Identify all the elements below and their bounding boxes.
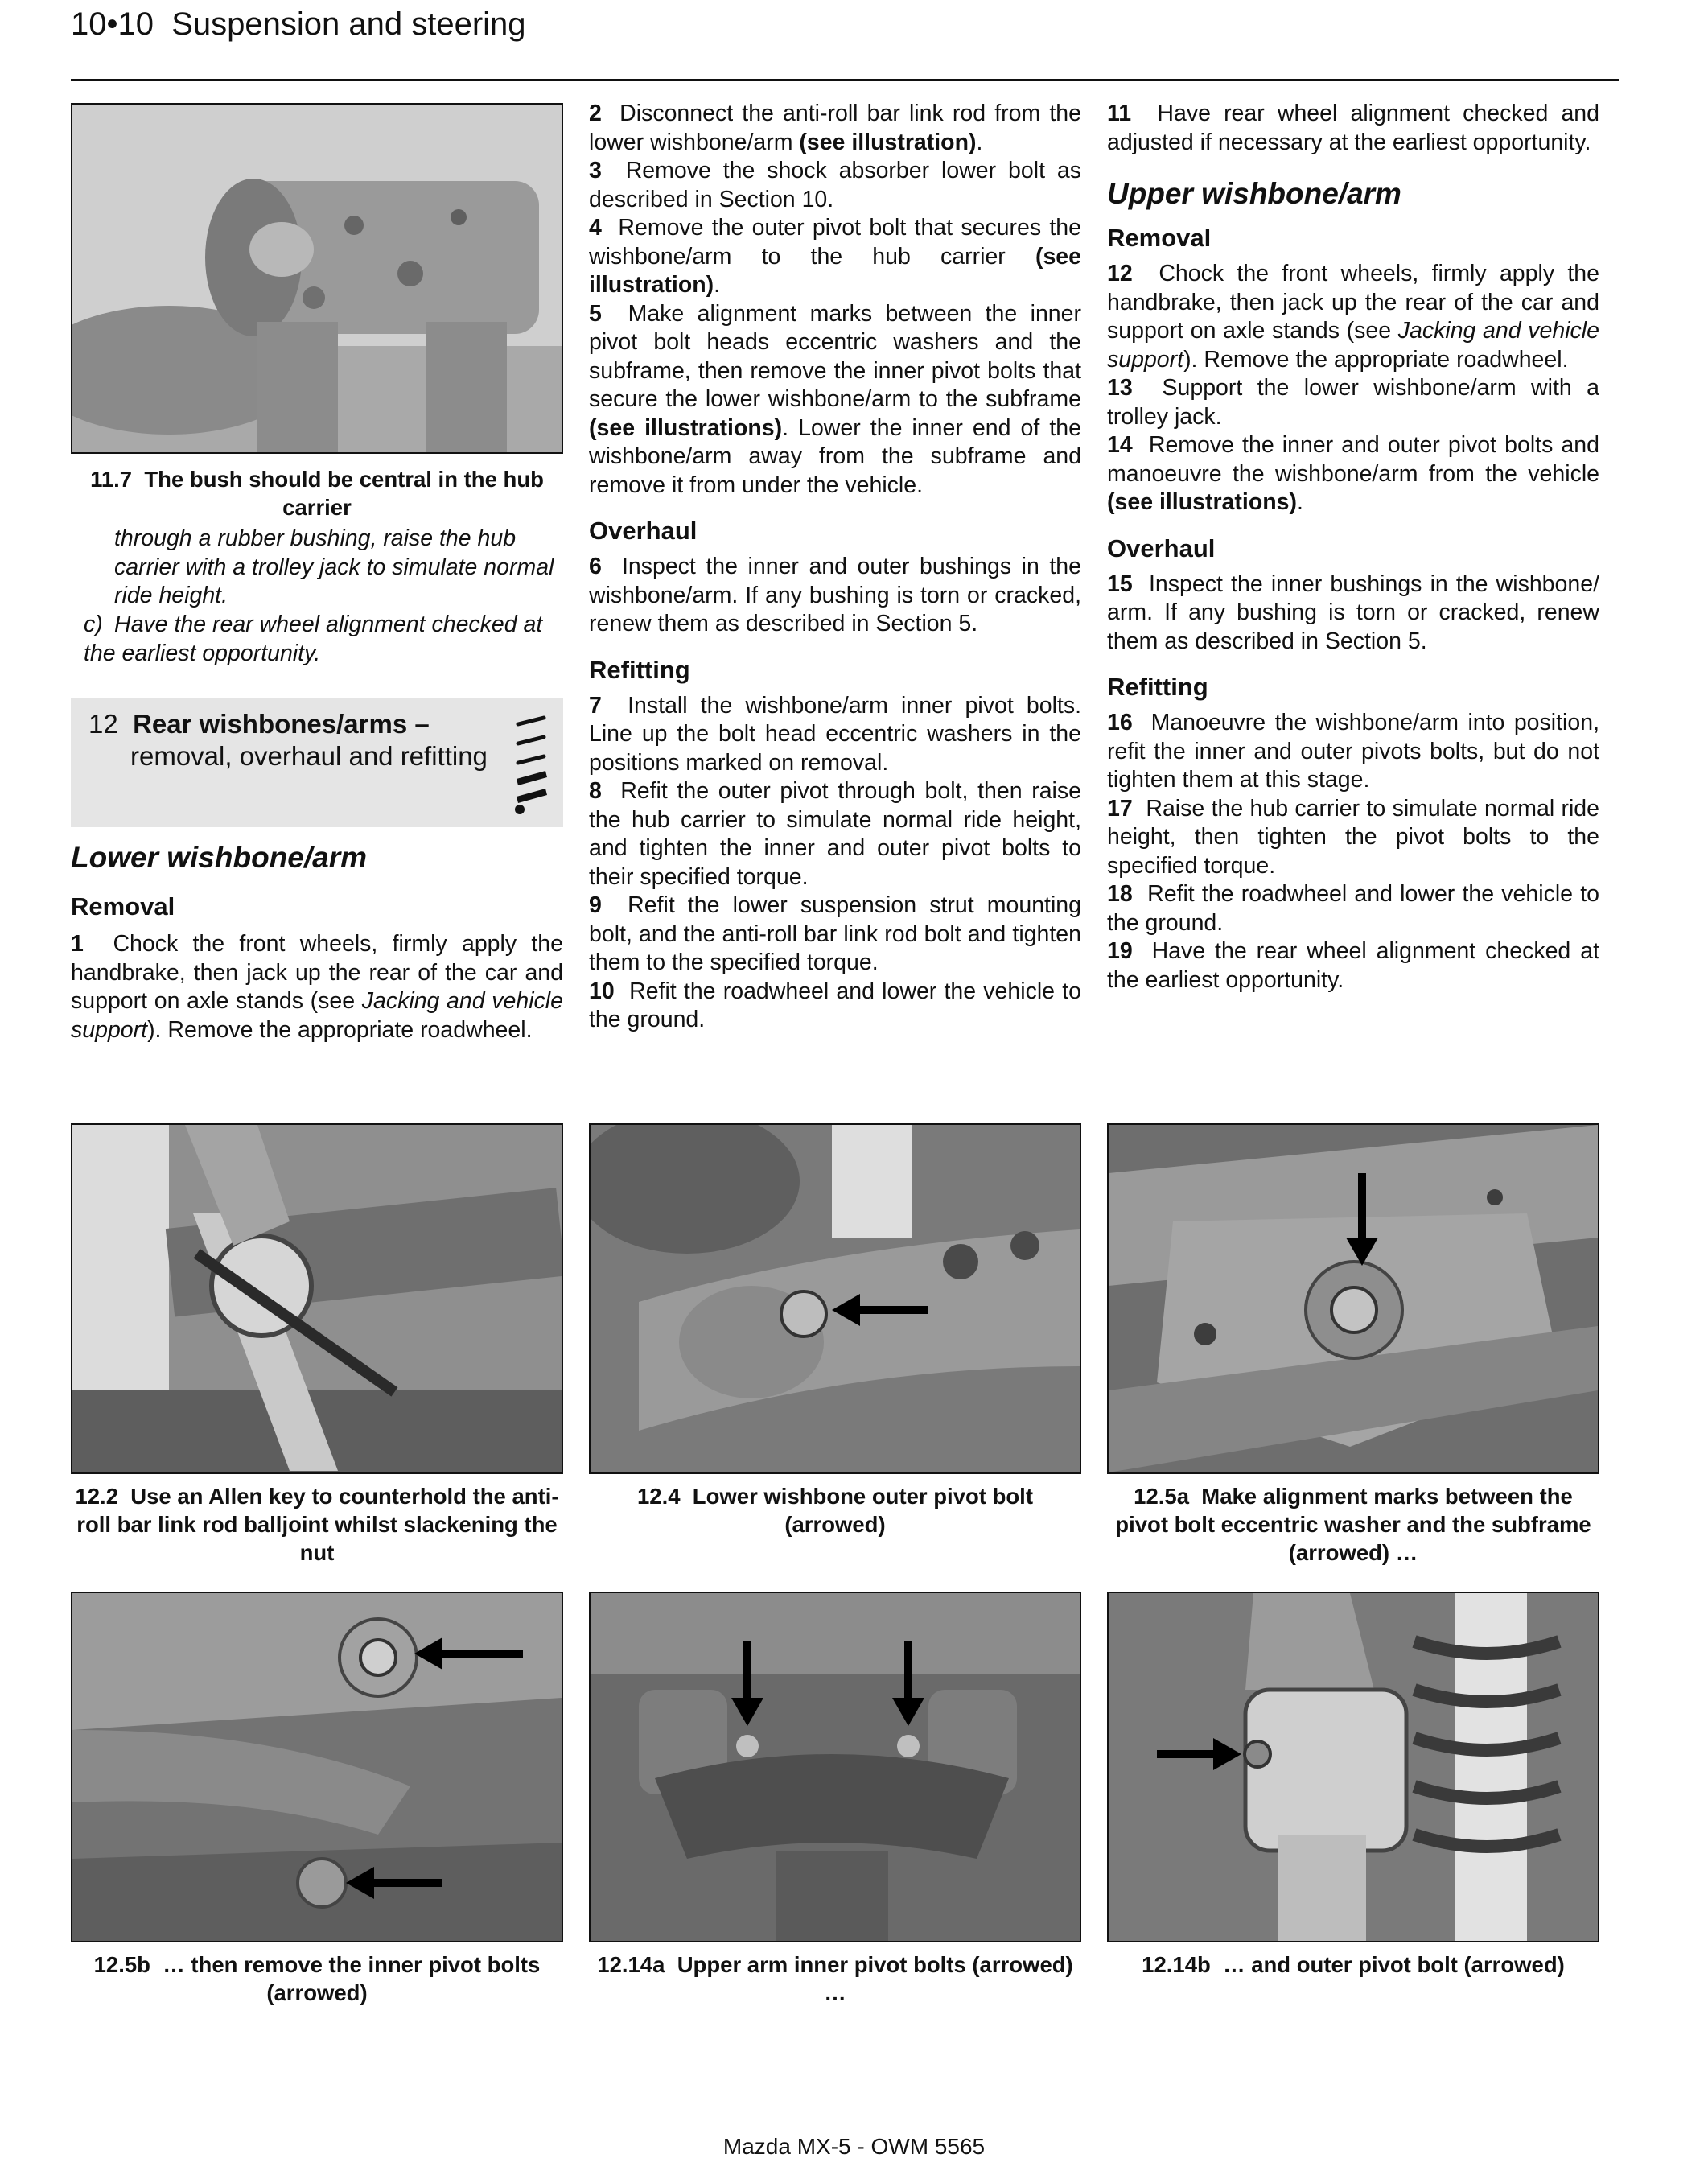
step-number: 2 [589, 101, 602, 126]
step-text: Remove the outer pivot bolt that secures the wishbone/arm to the hub carrier [589, 215, 1082, 270]
section-title [88, 708, 430, 740]
step-number: 5 [589, 300, 602, 327]
heading-removal-lower: Removal [71, 892, 175, 921]
step-text: Support the lower wishbone/arm with a trolley jack. [1107, 375, 1599, 430]
step-text: Chock the front wheels, firmly apply the handbrake, then jack up the rear of the car and support on axle stands (see [1107, 261, 1599, 344]
step-8 [589, 777, 1081, 892]
photo-12-5b [71, 1592, 563, 1942]
caption-12-4 [589, 1482, 1081, 1538]
header-rule [71, 79, 1619, 81]
continued-step-c [84, 611, 565, 668]
section-12-box [71, 698, 563, 827]
step-17 [1107, 795, 1599, 881]
step-number: 7 [589, 692, 602, 719]
step-text: Have rear wheel alignment checked and adjusted if necessary at the earliest opportunity. [1107, 101, 1600, 155]
photo-12-5a [1107, 1123, 1599, 1474]
step-number: 13 [1107, 375, 1133, 401]
heading-overhaul-lower: Overhaul [589, 517, 698, 545]
step-ref: (see illustrations) [1107, 489, 1297, 515]
step-4 [589, 214, 1081, 300]
step-16 [1107, 709, 1599, 795]
step-text-end: . Lower the inner end of the wishbone/arm away from the subframe and remove it from under the vehicle. [589, 414, 1081, 498]
caption-number: 12.14a [597, 1952, 665, 1977]
caption-text: The bush should be central in the hub carrier [144, 467, 544, 520]
step-text-end: . [714, 272, 721, 298]
continued-text-c: Have the rear wheel alignment checked at the earliest opportunity. [84, 612, 543, 666]
heading-removal-upper: Removal [1107, 224, 1212, 252]
page-header [71, 6, 526, 43]
step-7 [589, 692, 1081, 778]
step-text-end: . [976, 129, 983, 155]
heading-refitting-lower: Refitting [589, 655, 690, 684]
step-text: Refit the lower suspension strut mounting bolt, and the anti-roll bar link rod bolt and tighten them to the specified torque. [589, 892, 1081, 975]
step-text: Remove the inner and outer pivot bolts and manoeuvre the wishbone/arm from the vehicle [1107, 432, 1599, 487]
photo-12-4 [589, 1123, 1081, 1474]
step-number: 3 [589, 158, 602, 183]
step-3 [589, 157, 1081, 214]
step-text-end: . [1296, 489, 1303, 515]
caption-number: 12.5a [1134, 1484, 1189, 1509]
step-c-label: c) [84, 612, 103, 637]
section-number: 12 [88, 709, 118, 739]
caption-number: 12.5b [93, 1952, 150, 1977]
step-text: Make alignment marks between the inner pivot bolt heads eccentric washers and the subframe, then remove the inner pivot bolts that secure the lower wishbone/arm to the subframe [589, 300, 1081, 412]
step-text: Inspect the inner bushings in the wishbone/ arm. If any bushing is torn or cracked, renew them as described in Section 5. [1107, 570, 1600, 654]
continued-step-b [114, 525, 565, 611]
step-number: 8 [589, 778, 602, 804]
step-text-end: ). Remove the appropriate roadwheel. [147, 1016, 533, 1043]
step-text: Refit the outer pivot through bolt, then raise the hub carrier to simulate normal ride height, and tighten the inner and outer pivot bolts to their specified torque. [589, 778, 1081, 890]
heading-refitting-upper: Refitting [1107, 673, 1208, 701]
step-number: 1 [71, 931, 84, 957]
heading-lower-wishbone: Lower wishbone/arm [71, 841, 368, 874]
chapter-title: Suspension and steering [171, 6, 526, 42]
section-subtitle: removal, overhaul and refitting [130, 741, 488, 771]
step-9 [589, 892, 1081, 978]
step-2 [589, 100, 1081, 157]
step-number: 9 [589, 892, 602, 918]
caption-11-7 [71, 465, 563, 521]
caption-text: … then remove the inner pivot bolts (arrowed) [163, 1952, 541, 2005]
step-number: 4 [589, 215, 602, 241]
step-text: Refit the roadwheel and lower the vehicle to the ground. [589, 978, 1081, 1032]
middle-column-text [589, 100, 1081, 1035]
caption-number: 12.14b [1142, 1952, 1211, 1977]
caption-12-14b [1107, 1950, 1599, 1979]
step-text: Remove the shock absorber lower bolt as described in Section 10. [589, 158, 1081, 212]
page-footer: Mazda MX-5 - OWM 5565 [722, 2134, 986, 2159]
step-ref: (see illustrations) [589, 414, 783, 441]
caption-12-2 [71, 1482, 563, 1567]
difficulty-spanner-icon [512, 713, 552, 816]
caption-12-14a [589, 1950, 1081, 2007]
step-18 [1107, 880, 1599, 937]
step-12 [1107, 260, 1599, 374]
continued-text-b: through a rubber bushing, raise the hub carrier with a trolley jack to simulate normal ride height. [114, 525, 554, 608]
step-text: Raise the hub carrier to simulate normal ride height, then tighten the pivot bolts to the specified torque. [1107, 795, 1600, 879]
step-6 [589, 553, 1081, 639]
right-column-text [1107, 100, 1599, 995]
section-title-text: Rear wishbones/arms – [133, 709, 430, 739]
step-ref: Jacking and vehicle support [71, 988, 563, 1043]
step-text: Manoeuvre the wishbone/arm into position, refit the inner and outer pivots bolts, but do not tighten them at this stage. [1107, 710, 1599, 793]
caption-number: 12.2 [75, 1484, 118, 1509]
caption-text: Upper arm inner pivot bolts (arrowed) … [677, 1952, 1073, 2005]
step-19 [1107, 937, 1599, 995]
step-14 [1107, 431, 1599, 517]
step-number: 19 [1107, 938, 1133, 964]
step-ref: (see illustration) [799, 129, 977, 155]
step-number: 18 [1107, 881, 1133, 907]
step-number: 10 [589, 978, 615, 1004]
step-number: 6 [589, 554, 602, 579]
step-text: Install the wishbone/arm inner pivot bolts. Line up the bolt head eccentric washers in the positions marked on removal. [589, 692, 1081, 776]
step-number: 15 [1107, 570, 1133, 597]
step-1 [71, 930, 563, 1044]
step-number: 17 [1107, 795, 1133, 822]
caption-number: 11.7 [90, 467, 133, 492]
step-text: Have the rear wheel alignment checked at the earliest opportunity. [1107, 938, 1599, 993]
heading-overhaul-upper: Overhaul [1107, 533, 1216, 562]
step-11 [1107, 100, 1599, 157]
step-number: 12 [1107, 261, 1133, 286]
step-15 [1107, 570, 1599, 657]
step-text: Chock the front wheels, firmly apply the handbrake, then jack up the rear of the car and support on axle stands (see [71, 931, 564, 1014]
step-number: 11 [1107, 101, 1132, 126]
step-13 [1107, 374, 1599, 431]
caption-text: Make alignment marks between the pivot bolt eccentric washer and the subframe (arrowed) … [1115, 1484, 1591, 1565]
caption-12-5b [71, 1950, 563, 2007]
caption-text: Use an Allen key to counterhold the anti-roll bar link rod balljoint whilst slackening the nut [76, 1484, 559, 1565]
step-text: Inspect the inner and outer bushings in the wishbone/arm. If any bushing is torn or cracked, renew them as described in Section 5. [589, 554, 1082, 636]
step-text-end: ). Remove the appropriate roadwheel. [1183, 346, 1569, 373]
page-number: 10•10 [71, 6, 154, 42]
photo-12-14a [589, 1592, 1081, 1942]
caption-text: Lower wishbone outer pivot bolt (arrowed) [692, 1484, 1033, 1537]
step-number: 16 [1107, 710, 1133, 735]
step-ref: Jacking and vehicle support [1107, 318, 1599, 373]
left-column-text [71, 840, 563, 1044]
caption-number: 12.4 [636, 1484, 681, 1509]
step-text: Refit the roadwheel and lower the vehicle to the ground. [1107, 881, 1599, 936]
photo-11-7 [71, 103, 563, 454]
caption-12-5a [1107, 1482, 1599, 1567]
step-10 [589, 978, 1081, 1035]
caption-text: … and outer pivot bolt (arrowed) [1223, 1952, 1565, 1977]
step-5 [589, 300, 1081, 500]
step-ref: (see illustration) [589, 243, 1081, 298]
step-text: Disconnect the anti-roll bar link rod from the lower wishbone/arm [589, 101, 1081, 155]
heading-upper-wishbone: Upper wishbone/arm [1107, 177, 1401, 210]
step-number: 14 [1107, 432, 1133, 458]
photo-12-2 [71, 1123, 563, 1474]
photo-12-14b [1107, 1592, 1599, 1942]
